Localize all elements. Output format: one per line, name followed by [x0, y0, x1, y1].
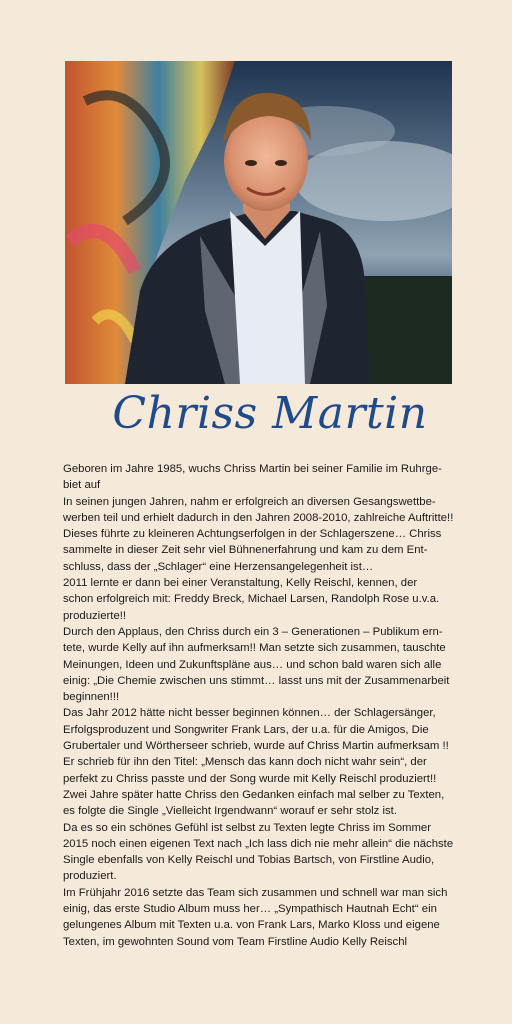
biography-text	[63, 461, 463, 950]
biography-line: 2015 noch einen eigenen Text nach „Ich lass dich nie mehr allein“ die nächste	[63, 837, 454, 850]
biography-line: Geboren im Jahre 1985, wuchs Chriss Martin bei seiner Familie im Ruhrge-	[63, 463, 442, 475]
biography-line: einig: „Die Chemie zwischen uns stimmt… lasst uns mit der Zusammenarbeit	[63, 674, 450, 687]
biography-line: Single ebenfalls von Kelly Reischl und Tobias Bartsch, von Firstline Audio,	[63, 854, 435, 867]
biography-line: biet auf	[63, 479, 101, 492]
biography-line: perfekt zu Chriss passte und der Song wurde mit Kelly Reischl produziert!!	[63, 772, 437, 785]
biography-line: gelungenes Album mit Texten u.a. von Frank Lars, Marko Kloss und eigene	[63, 919, 440, 932]
biography-line: Meinungen, Ideen und Zukunftspläne aus… und schon bald waren sich alle	[63, 658, 442, 671]
biography-line: In seinen jungen Jahren, nahm er erfolgreich an diversen Gesangswettbe-	[63, 495, 436, 508]
biography-line: Texten, im gewohnten Sound vom Team Firstline Audio Kelly Reischl	[63, 935, 408, 948]
biography-line: Durch den Applaus, den Chriss durch ein 3 – Generationen – Publikum ern-	[63, 625, 443, 638]
biography-line: produziert.	[63, 870, 117, 883]
biography-line: 2011 lernte er dann bei einer Veranstaltung, Kelly Reischl, kennen, der	[63, 577, 418, 590]
biography-line: Dieses führte zu kleineren Achtungserfolgen in der Schlagerszene… Chriss	[63, 528, 442, 541]
biography-line: Da es so ein schönes Gefühl ist selbst zu Texten legte Chriss im Sommer	[63, 821, 431, 834]
biography-line: Zwei Jahre später hatte Chriss den Gedanken einfach mal selber zu Texten,	[63, 788, 445, 801]
biography-line: Im Frühjahr 2016 setzte das Team sich zusammen und schnell war man sich	[63, 886, 448, 899]
artist-photo	[65, 61, 452, 384]
biography-line: werben teil und erhielt dadurch in den Jahren 2008-2010, zahlreiche Auftritte!!	[63, 511, 454, 524]
biography-line: es folgte die Single „Vielleicht Irgendwann“ worauf er sehr stolz ist.	[63, 805, 397, 818]
biography-line: beginnen!!!	[63, 691, 120, 704]
biography-line: schluss, dass der „Schlager“ eine Herzensangelegenheit ist…	[63, 560, 374, 573]
biography-line: Erfolgsproduzent und Songwriter Frank Lars, der u.a. für die Amigos, Die	[63, 723, 429, 736]
biography-line: Das Jahr 2012 hätte nicht besser beginnen können… der Schlagersänger,	[63, 707, 436, 720]
artist-name: Chriss Martin	[112, 388, 428, 439]
biography-line: produzierte!!	[63, 609, 127, 622]
biography-line: einig, das erste Studio Album muss her… „Sympathisch Hautnah Echt“ ein	[63, 903, 437, 916]
biography-line: sammelte in dieser Zeit sehr viel Bühnenerfahrung und kam zu dem Ent-	[63, 544, 428, 557]
biography-line: tete, wurde Kelly auf ihn aufmerksam!! Man setzte sich zusammen, tauschte	[63, 642, 446, 655]
biography-line: schon erfolgreich mit: Freddy Breck, Michael Larsen, Randolph Rose u.v.a.	[63, 593, 440, 606]
biography-line: Er schrieb für ihn den Titel: „Mensch das kann doch nicht wahr sein“, der	[63, 756, 427, 769]
biography-line: Grubertaler und Wörtherseer schrieb, wurde auf Chriss Martin aufmerksam !!	[63, 740, 449, 753]
